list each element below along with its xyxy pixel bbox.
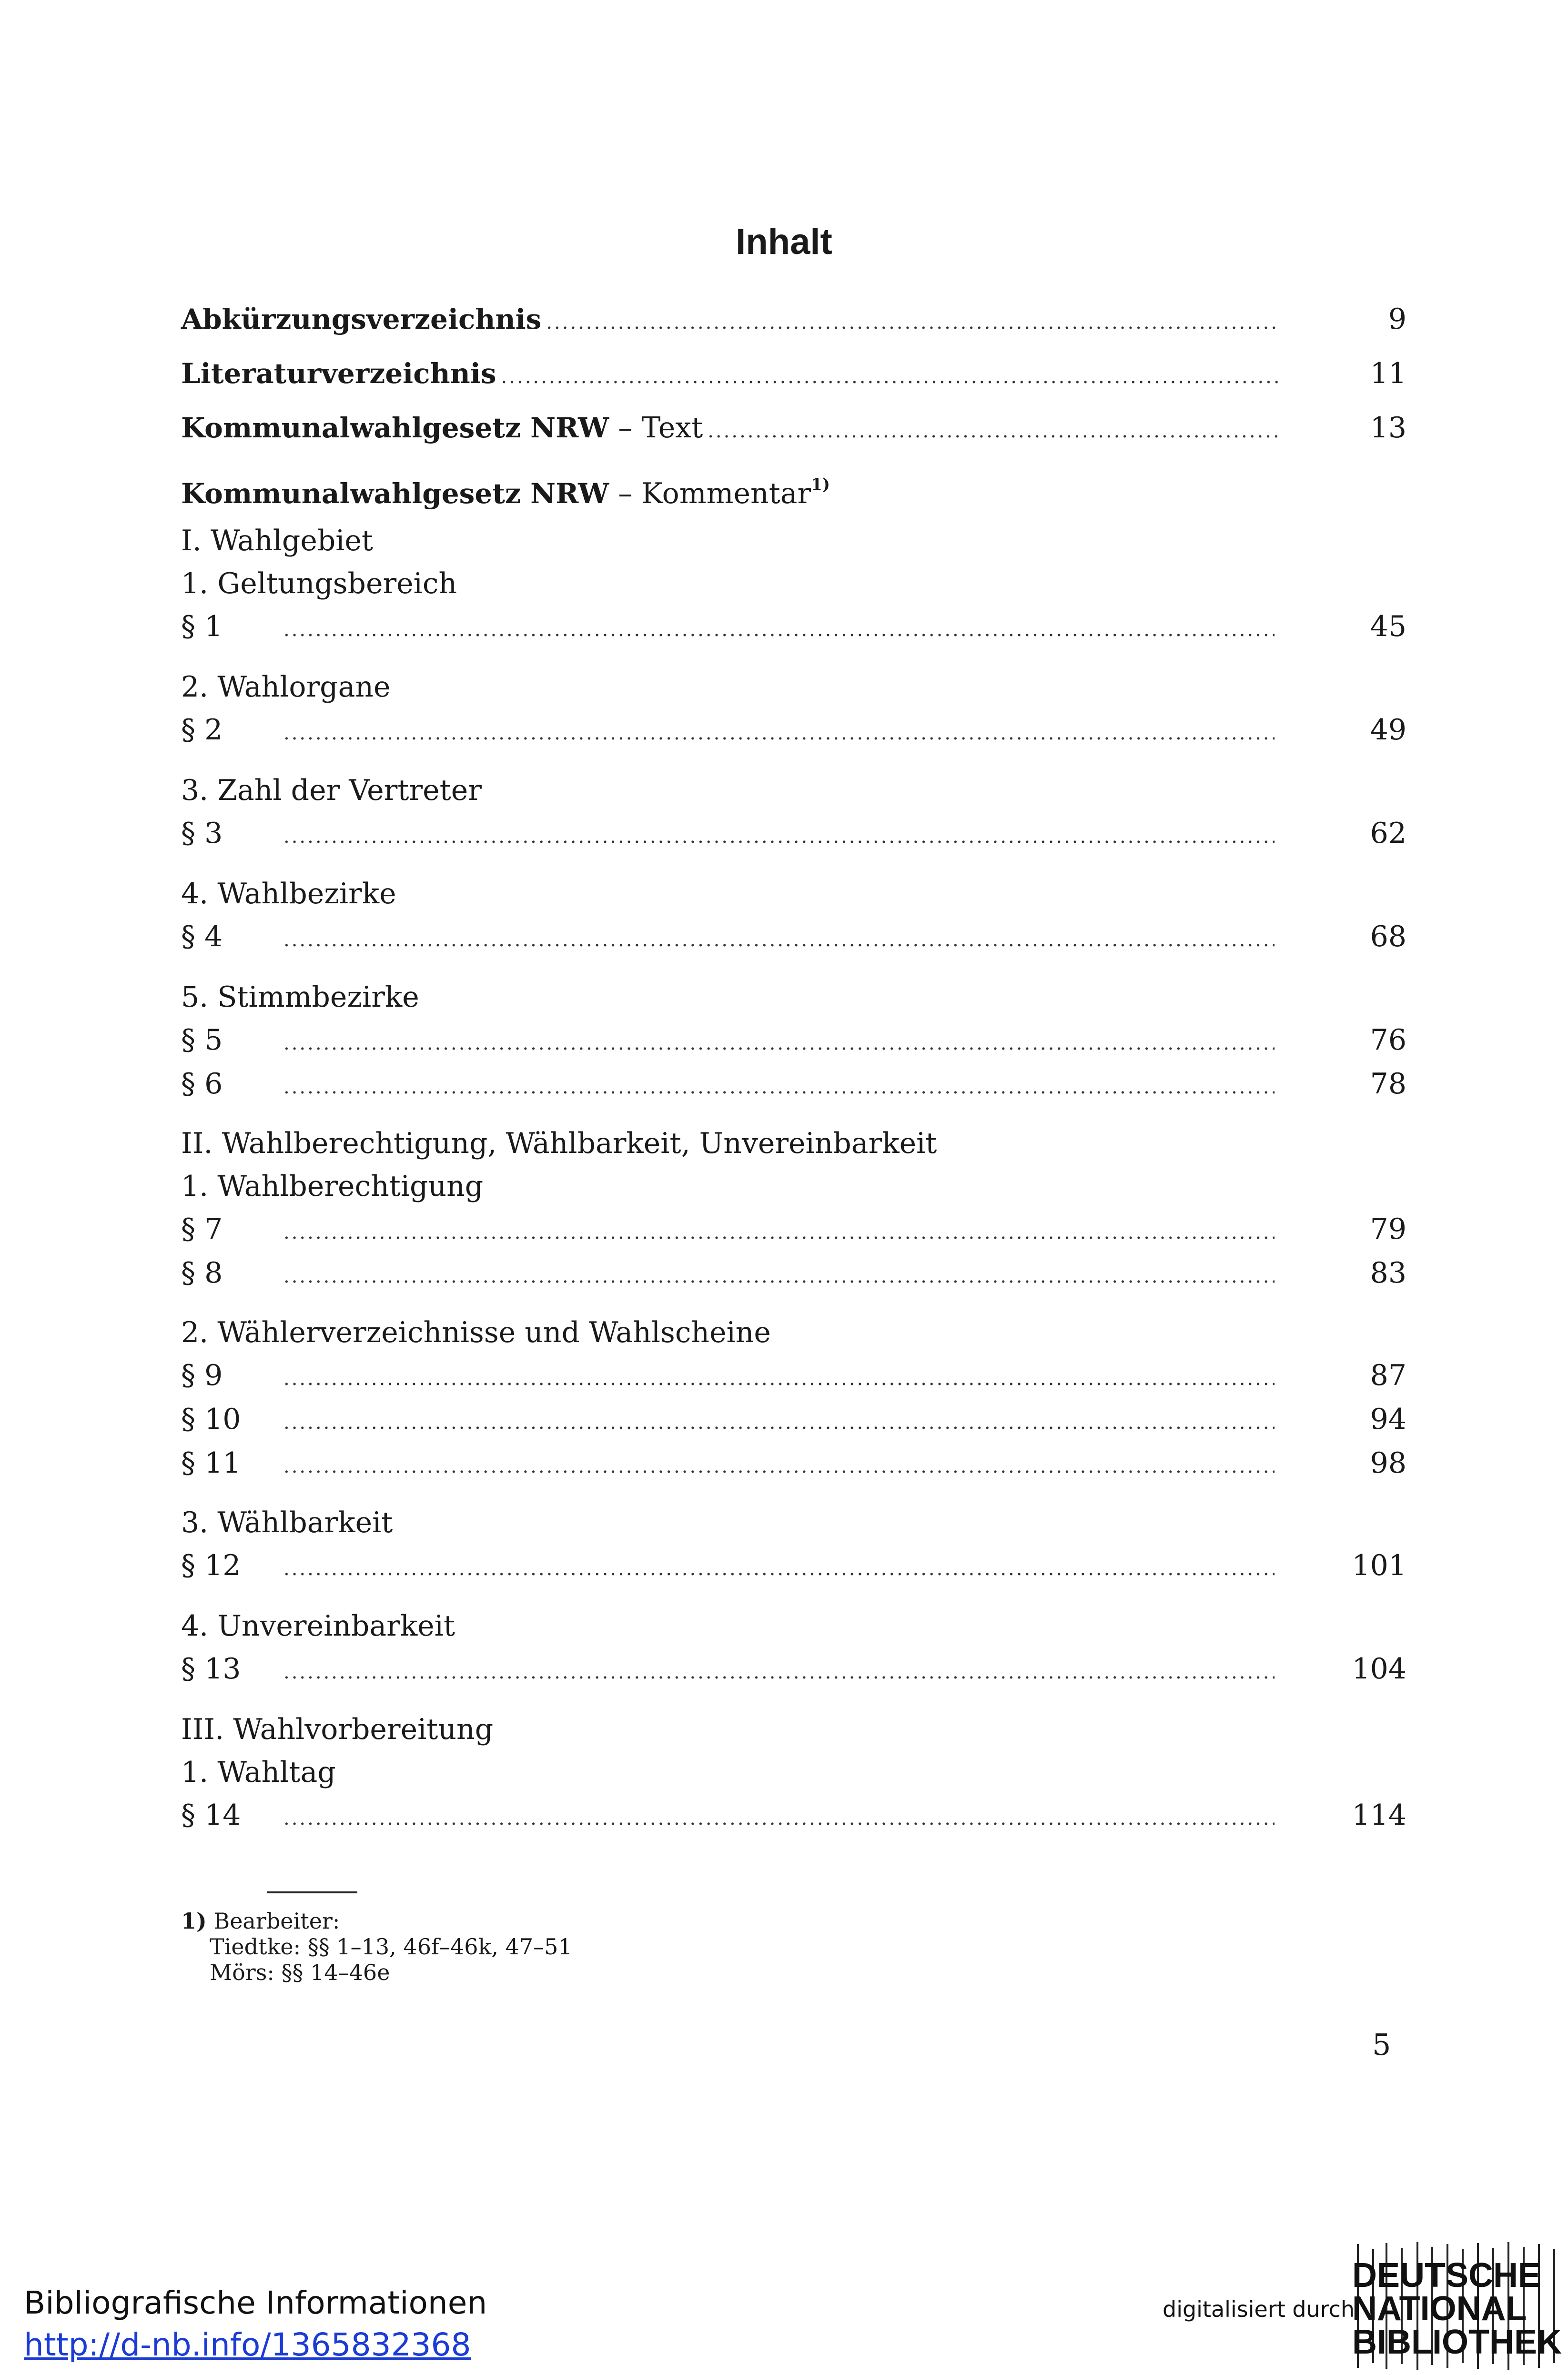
section-label: § 8 — [181, 1256, 223, 1290]
dot-leader — [283, 1797, 1275, 1840]
toc-section — [181, 708, 1406, 751]
toc-entry-gesetz-text: Kommunalwahlgesetz NRW – Text ..... 13 — [181, 406, 1406, 449]
dot-leader — [283, 1445, 1275, 1488]
dot-leader — [283, 608, 1275, 651]
dot-leader — [283, 1547, 1275, 1590]
page-title: Inhalt — [736, 222, 832, 262]
toc-page-number: 13 — [1370, 411, 1406, 445]
section-label: § 2 — [181, 713, 223, 747]
section-label: § 14 — [181, 1799, 241, 1832]
toc-section — [181, 915, 1406, 958]
chapter-heading: 2. Wählerverzeichnisse und Wahlscheine — [181, 1316, 771, 1349]
chapter-heading: 4. Unvereinbarkeit — [181, 1609, 455, 1643]
toc-page-number: 62 — [1370, 817, 1406, 850]
section-label: § 10 — [181, 1403, 241, 1436]
toc-section — [181, 1252, 1406, 1294]
toc-page-number: 76 — [1370, 1023, 1406, 1057]
chapter-heading: 3. Wählbarkeit — [181, 1506, 393, 1539]
section-label: § 13 — [181, 1652, 241, 1686]
page-number: 5 — [1372, 2027, 1391, 2062]
dot-leader — [283, 1401, 1275, 1444]
dot-leader — [283, 1211, 1275, 1254]
toc-section — [181, 1398, 1406, 1441]
toc-entry-title: Literaturverzeichnis — [181, 357, 496, 390]
toc-page-number: 104 — [1352, 1652, 1406, 1686]
toc-section — [181, 1794, 1406, 1837]
toc-page-number: 49 — [1370, 713, 1406, 747]
section-label: § 11 — [181, 1446, 241, 1480]
footnote: 1) Bearbeiter: — [181, 1908, 340, 1934]
section-label: § 1 — [181, 610, 223, 643]
section-label: § 6 — [181, 1067, 223, 1101]
toc-section — [181, 605, 1406, 648]
part-heading: III. Wahlvorbereitung — [181, 1713, 494, 1746]
dot-leader — [283, 919, 1275, 961]
dot-leader — [283, 1022, 1275, 1065]
section-label: § 4 — [181, 920, 223, 953]
toc-page-number: 68 — [1370, 920, 1406, 953]
footnote-marker: 1) — [181, 1908, 207, 1934]
dot-leader — [283, 815, 1275, 858]
toc-page-number: 94 — [1370, 1403, 1406, 1436]
toc-page-number: 45 — [1370, 610, 1406, 643]
toc-page-number: 79 — [1370, 1213, 1406, 1246]
bibliographic-info — [24, 2282, 487, 2366]
toc-page-number: 83 — [1370, 1256, 1406, 1290]
toc-entry-title: Kommunalwahlgesetz NRW — [181, 412, 609, 444]
footnote-line: Tiedtke: §§ 1–13, 46f–46k, 47–51 — [210, 1934, 572, 1960]
dot-leader — [283, 1651, 1275, 1694]
toc-page-number: 78 — [1370, 1067, 1406, 1101]
toc-page-number: 87 — [1370, 1359, 1406, 1392]
toc-entry-abkuerzungsverzeichnis — [181, 298, 1406, 341]
dot-leader — [283, 1066, 1275, 1109]
toc-section — [181, 1647, 1406, 1690]
chapter-heading: 1. Wahltag — [181, 1756, 336, 1789]
footnote-marker: 1) — [811, 475, 830, 494]
section-label: § 12 — [181, 1549, 241, 1582]
part-heading: II. Wahlberechtigung, Wählbarkeit, Unvereinbarkeit — [181, 1127, 937, 1160]
chapter-heading: 1. Geltungsbereich — [181, 567, 457, 600]
toc-page-number: 9 — [1388, 303, 1406, 336]
bibliographic-label: Bibliografische Informationen — [24, 2284, 487, 2321]
toc-section — [181, 1354, 1406, 1397]
section-label: § 7 — [181, 1213, 223, 1246]
dot-leader — [283, 712, 1275, 755]
chapter-heading: 5. Stimmbezirke — [181, 980, 419, 1014]
chapter-heading: 3. Zahl der Vertreter — [181, 774, 482, 807]
footnote-line: Mörs: §§ 14–46e — [210, 1960, 390, 1985]
dot-leader — [501, 355, 1278, 398]
dot-leader — [708, 410, 1278, 453]
toc-section — [181, 1544, 1406, 1587]
toc-section — [181, 1208, 1406, 1251]
dot-leader — [283, 1255, 1275, 1298]
section-label: § 5 — [181, 1023, 223, 1057]
logo-line-3: BIBLIOTHEK — [1352, 2323, 1562, 2361]
toc-section — [181, 1019, 1406, 1061]
toc-entry-gesetz-kommentar: Kommunalwahlgesetz NRW – Kommentar$^{1)}$ — [181, 475, 830, 510]
dot-leader — [283, 1357, 1275, 1400]
toc-page-number: 11 — [1370, 357, 1406, 390]
toc-entry-literaturverzeichnis — [181, 352, 1406, 395]
chapter-heading: 2. Wahlorgane — [181, 670, 391, 704]
digitalised-by-label: digitalisiert durch — [1163, 2296, 1355, 2322]
toc-page-number: 114 — [1352, 1799, 1406, 1832]
toc-entry-title: Abkürzungsverzeichnis — [181, 303, 542, 335]
section-label: § 3 — [181, 817, 223, 850]
toc-page-number: 101 — [1352, 1549, 1406, 1582]
toc-section — [181, 812, 1406, 855]
dnb-link[interactable]: http://d-nb.info/1365832368 — [24, 2326, 471, 2363]
chapter-heading: 1. Wahlberechtigung — [181, 1170, 484, 1203]
dnb-logo — [1348, 2239, 1563, 2373]
toc-page-number: 98 — [1370, 1446, 1406, 1480]
part-heading: I. Wahlgebiet — [181, 524, 374, 557]
section-label: § 9 — [181, 1359, 223, 1392]
toc-section — [181, 1062, 1406, 1105]
dot-leader — [546, 301, 1278, 344]
footnote-rule — [267, 1891, 357, 1893]
logo-line-2: NATIONAL — [1352, 2290, 1527, 2328]
chapter-heading: 4. Wahlbezirke — [181, 877, 396, 910]
logo-line-1: DEUTSCHE — [1352, 2256, 1541, 2294]
toc-section — [181, 1442, 1406, 1485]
